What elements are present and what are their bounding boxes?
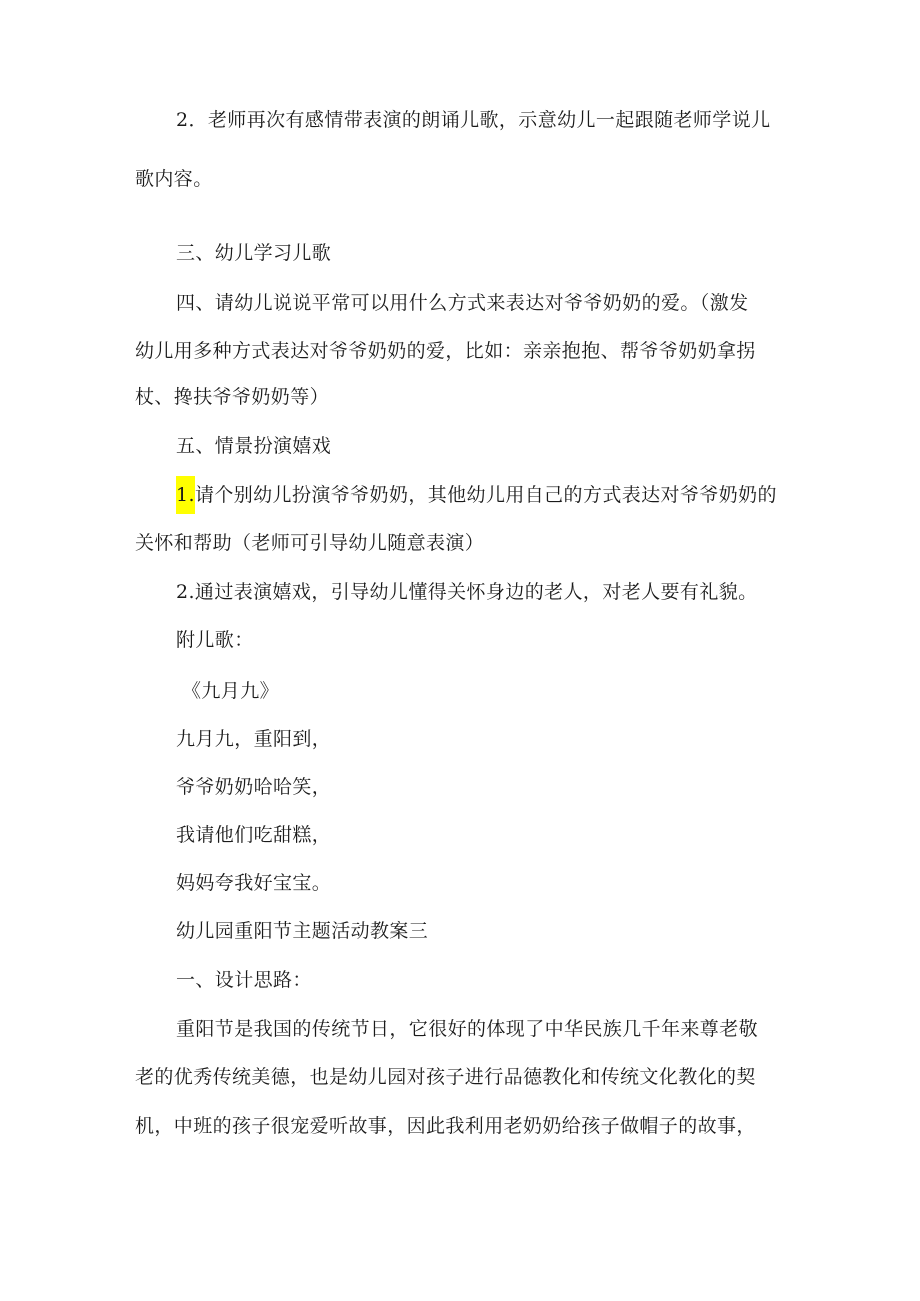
poem-title: 《九月九》	[182, 680, 280, 702]
paragraph-line: 重阳节是我国的传统节日，它很好的体现了中华民族几千年来尊老敬	[176, 1018, 759, 1040]
paragraph-line: 2.通过表演嬉戏，引导幼儿懂得关怀身边的老人，对老人要有礼貌。	[176, 581, 758, 603]
paragraph-text: 请个别幼儿扮演爷爷奶奶，其他幼儿用自己的方式表达对爷爷奶奶的	[194, 484, 777, 506]
section-heading: 一、设计思路：	[176, 969, 312, 991]
paragraph-line: 关怀和帮助（老师可引导幼儿随意表演）	[135, 532, 485, 554]
paragraph-line: 杖、搀扶爷爷奶奶等）	[135, 386, 330, 408]
section-heading: 五、情景扮演嬉戏	[176, 435, 332, 457]
poem-line: 妈妈夸我好宝宝。	[176, 872, 332, 894]
paragraph-line: 幼儿用多种方式表达对爷爷奶奶的爱，比如：亲亲抱抱、帮爷爷奶奶拿拐	[135, 340, 756, 362]
paragraph-line: 四、请幼儿说说平常可以用什么方式来表达对爷爷奶奶的爱。（激发	[176, 292, 749, 314]
poem-line: 爷爷奶奶哈哈笑，	[176, 776, 332, 798]
highlighted-number: 1.	[176, 476, 195, 514]
paragraph-line: 老的优秀传统美德，也是幼儿园对孩子进行品德教化和传统文化教化的契	[135, 1066, 756, 1088]
paragraph-line: 附儿歌：	[176, 629, 254, 651]
paragraph-line: 2．老师再次有感情带表演的朗诵儿歌，示意幼儿一起跟随老师学说儿	[176, 109, 771, 131]
poem-line: 九月九，重阳到，	[176, 728, 332, 750]
section-heading: 三、幼儿学习儿歌	[176, 242, 332, 264]
poem-line: 我请他们吃甜糕，	[176, 824, 332, 846]
section-heading: 幼儿园重阳节主题活动教案三	[176, 920, 429, 942]
paragraph-line: 歌内容。	[135, 168, 213, 190]
paragraph-line	[176, 482, 777, 514]
paragraph-line: 机，中班的孩子很宠爱听故事，因此我利用老奶奶给孩子做帽子的故事，	[135, 1115, 756, 1137]
